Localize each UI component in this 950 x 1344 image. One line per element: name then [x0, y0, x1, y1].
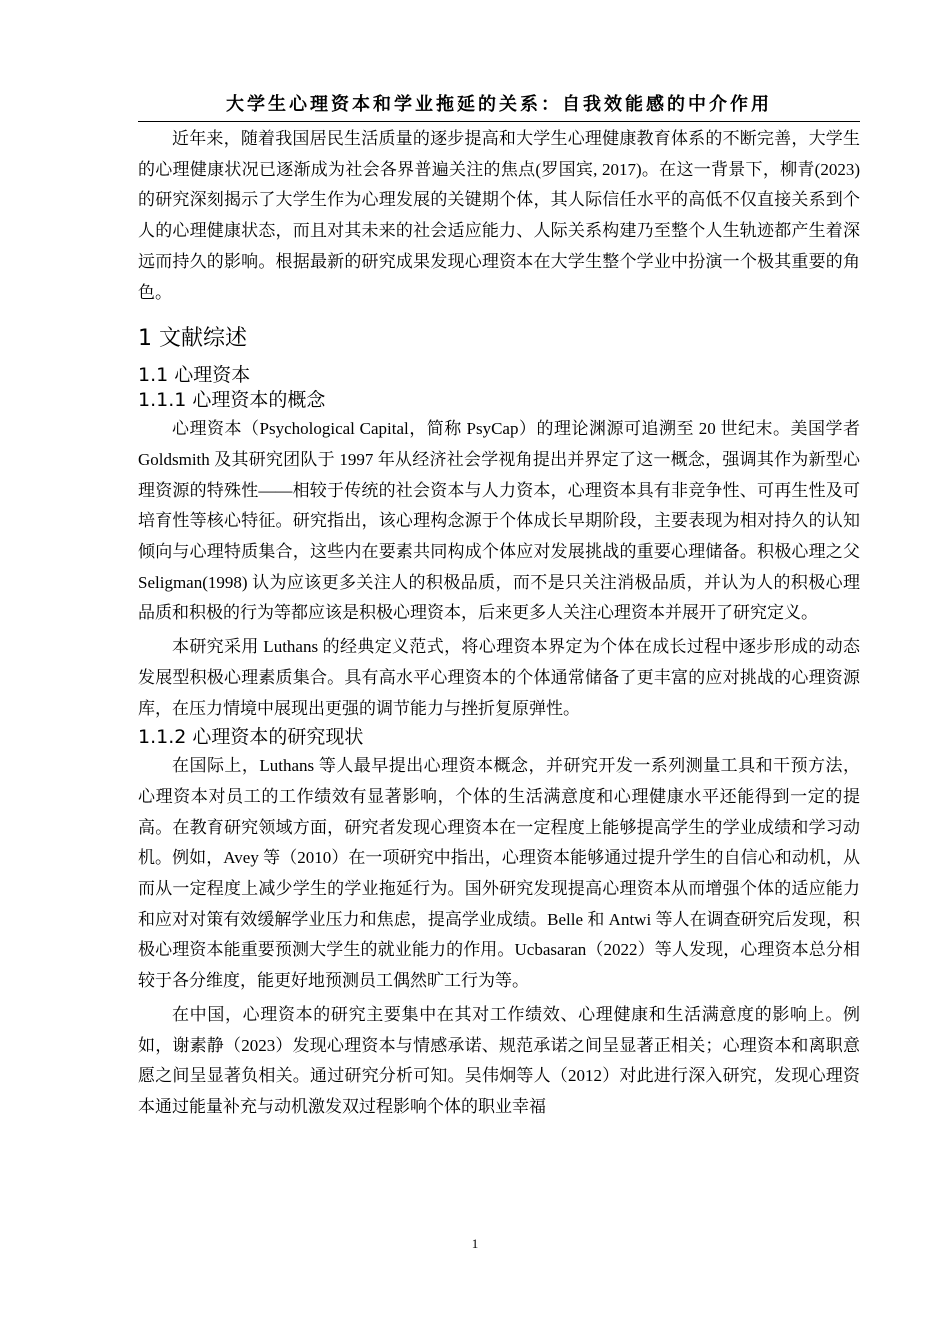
domestic-research-paragraph: 在中国，心理资本的研究主要集中在其对工作绩效、心理健康和生活满意度的影响上。例如，谢素静（2023）发现心理资本与情感承诺、规范承诺之间呈显著正相关；心理资本和离职意愿之间呈显著负相关。通过研究分析可知。吴伟炯等人（2012）对此进行深入研究，发现心理资本通过能量补充与动机激发双过程影响个体的职业幸福 — [138, 1004, 860, 1116]
subsubsection-heading-research-status: 1.1.2 心理资本的研究现状 — [138, 726, 364, 749]
intro-paragraph: 近年来，随着我国居民生活质量的逐步提高和大学生心理健康教育体系的不断完善，大学生的心理健康状况已逐渐成为社会各界普遍关注的焦点(罗国宾, 2017)。在这一背景下，柳青(2023)的研究深刻揭示了大学生作为心理发展的关键期个体，其人际信任水平的高低不仅直接关系到个人的心理健康状态，而且对其未来的社会适应能力、人际关系构建乃至整个人生轨迹都产生着深远而持久的影响。根据最新的研究成果发现心理资本在大学生整个学业中扮演一个极其重要的角色。 — [138, 129, 860, 302]
subsection-heading-psychological-capital: 1.1 心理资本 — [138, 364, 251, 387]
section-heading-literature-review: 1 文献综述 — [138, 326, 247, 352]
page-number: 1 — [471, 1236, 479, 1251]
running-header: 大学生心理资本和学业拖延的关系：自我效能感的中介作用 — [226, 94, 772, 115]
international-research-paragraph: 在国际上，Luthans 等人最早提出心理资本概念，并研究开发一系列测量工具和干预方法，心理资本对员工的工作绩效有显著影响，个体的生活满意度和心理健康水平还能得到一定的提高。在教育研究领域方面，研究者发现心理资本在一定程度上能够提高学生的学业成绩和学习动机。例如，Avey 等（2010）在一项研究中指出，心理资本能够通过提升学生的自信心和动机，从而从一定程度上减少学生的学业拖延行为。国外研究发现提高心理资本从而增强个体的适应能力和应对对策有效缓解学业压力和焦虑，提高学业成绩。Belle 和 Antwi 等人在调查研究后发现，积极心理资本能重要预测大学生的就业能力的作用。Ucbasaran（2022）等人发现，心理资本总分相较于各分维度，能更好地预测员工偶然旷工行为等。 — [138, 756, 860, 991]
document-body — [138, 124, 860, 1123]
concept-paragraph: 心理资本（Psychological Capital，简称 PsyCap）的理论渊源可追溯至 20 世纪末。美国学者 Goldsmith 及其研究团队于 1997 年从经济社会学视角提出并界定了这一概念，强调其作为新型心理资源的特殊性——相较于传统的社会资本与人力资本，心理资本具有非竞争性、可再生性及可培育性等核心特征。研究指出，该心理构念源于个体成长早期阶段，主要表现为相对持久的认知倾向与心理特质集合，这些内在要素共同构成个体应对发展挑战的重要心理储备。积极心理之父 Seligman(1998) 认为应该更多关注人的积极品质，而不是只关注消极品质，并认为人的积极心理品质和积极的行为等都应该是积极心理资本，后来更多人关注心理资本并展开了研究定义。 — [138, 419, 860, 623]
header-divider — [138, 121, 860, 122]
concept-definition-paragraph: 本研究采用 Luthans 的经典定义范式，将心理资本界定为个体在成长过程中逐步形成的动态发展型积极心理素质集合。具有高水平心理资本的个体通常储备了更丰富的应对挑战的心理资源库，在压力情境中展现出更强的调节能力与挫折复原弹性。 — [138, 637, 860, 718]
subsubsection-heading-concept: 1.1.1 心理资本的概念 — [138, 389, 326, 412]
